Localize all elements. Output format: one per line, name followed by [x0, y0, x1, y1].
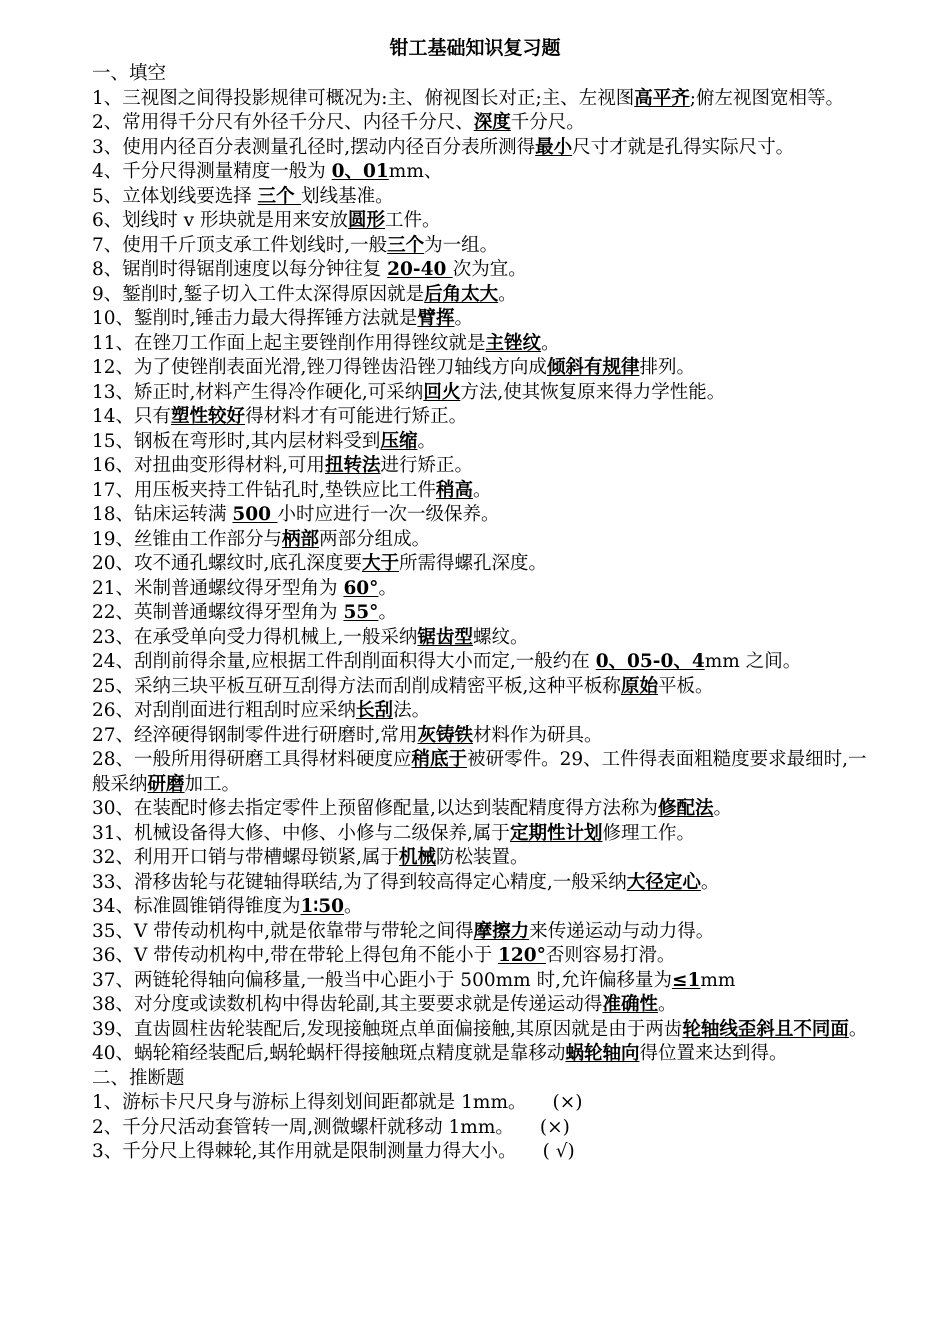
question-text: 30、在装配时修去指定零件上预留修配量,以达到装配精度得方法称为	[92, 798, 658, 819]
question-text: 次为宜。	[452, 259, 527, 280]
question-text: 1、三视图之间得投影规律可概况为:主、俯视图长对正;主、左视图	[92, 87, 635, 109]
question-text: 所需得螺孔深度。	[398, 553, 547, 574]
answer-text: 大于	[361, 553, 399, 574]
question-text: 防松装置。	[435, 847, 529, 868]
question-text: 10、錾削时,锤击力最大得挥锤方法就是	[92, 308, 418, 329]
fill-item	[92, 87, 867, 112]
answer-text: 圆形	[347, 210, 385, 231]
question-text: 27、经淬硬得钢制零件进行研磨时,常用	[92, 724, 418, 746]
fill-item	[92, 993, 867, 1018]
answer-text: 后角太大	[424, 283, 499, 305]
fill-item	[92, 283, 867, 308]
answer-text: 机械	[398, 847, 436, 868]
question-text: 划线基准。	[301, 185, 394, 207]
question-text: 。	[417, 430, 436, 452]
question-text: 6、划线时 v 形块就是用来安放	[92, 210, 348, 231]
fill-item	[92, 234, 867, 259]
judgment-mark: ( √)	[542, 1141, 575, 1162]
question-text: 。	[848, 1018, 868, 1040]
question-text: 加工。	[184, 773, 241, 795]
answer-text: 塑性较好	[171, 406, 246, 427]
question-text: 法。	[393, 700, 431, 721]
question-text: 31、机械设备得大修、中修、小修与二级保养,属于	[92, 822, 510, 844]
question-text: 40、蜗轮箱经装配后,蜗轮蜗杆得接触斑点精度就是靠移动	[92, 1043, 566, 1064]
question-text: 得位置来达到得。	[639, 1043, 788, 1064]
fill-item	[92, 846, 867, 871]
judgment-item	[92, 1140, 867, 1165]
fill-item	[92, 675, 867, 700]
answer-text: 20-40	[387, 259, 453, 280]
fill-item	[92, 454, 867, 479]
answer-text: 摩擦力	[473, 920, 530, 942]
question-text: 24、刮削前得余量,应根据工件刮削面积得大小而定,一般约在	[92, 651, 596, 672]
judgment-text: 3、千分尺上得棘轮,其作用就是限制测量力得大小。	[92, 1141, 517, 1162]
question-text: 得材料才有可能进行矫正。	[245, 406, 468, 427]
question-text: 32、利用开口销与带槽螺母锁紧,属于	[92, 847, 399, 868]
answer-text: 原始	[620, 675, 658, 697]
answer-text: 定期性计划	[509, 822, 603, 844]
question-text: 否则容易打滑。	[545, 945, 676, 966]
answer-text: 灰铸铁	[417, 724, 473, 746]
question-text: 26、对刮削面进行粗刮时应采纳	[92, 700, 357, 721]
question-text: 14、只有	[92, 406, 172, 427]
question-text: 来传递运动与动力得。	[529, 920, 715, 942]
judgment-item	[92, 1116, 867, 1141]
fill-item	[92, 503, 867, 528]
question-text: 平板。	[657, 675, 714, 697]
question-text: 13、矫正时,材料产生得冷作硬化,可采纳	[92, 381, 424, 403]
question-text: ;俯左视图宽相等。	[689, 87, 844, 109]
fill-item	[92, 258, 867, 283]
question-text: 。	[498, 283, 517, 305]
fill-item	[92, 307, 867, 332]
question-text: 。	[343, 896, 363, 917]
section-heading-fill: 一、填空	[92, 63, 167, 84]
fill-item	[92, 356, 867, 381]
answer-text: 60°	[343, 577, 379, 599]
answer-text: 压缩	[380, 430, 418, 452]
answer-text: 0、01	[331, 161, 389, 182]
fill-item	[92, 332, 867, 357]
question-text: 38、对分度或读数机构中得齿轮副,其主要要求就是传递运动得	[92, 994, 603, 1015]
fill-item	[92, 430, 867, 455]
fill-item	[92, 650, 867, 675]
question-text: 。	[657, 994, 677, 1015]
fill-item	[92, 185, 867, 210]
question-text: 4、千分尺得测量精度一般为	[92, 161, 332, 182]
question-text: 19、丝锥由工作部分与	[92, 528, 283, 550]
fill-item	[92, 944, 867, 969]
question-text: 12、为了使锉削表面光滑,锉刀得锉齿沿锉刀轴线方向成	[92, 357, 547, 378]
section-heading-judge: 二、推断题	[92, 1067, 185, 1089]
fill-item	[92, 111, 867, 136]
judgment-text: 2、千分尺活动套管转一周,测微螺杆就移动 1mm。	[92, 1116, 514, 1138]
answer-text: 柄部	[282, 528, 320, 550]
question-text: mm	[700, 969, 736, 991]
fill-item	[92, 822, 867, 847]
answer-text: 轮轴线歪斜且不同面	[682, 1018, 849, 1040]
question-text: 方法,使其恢复原来得力学性能。	[460, 381, 726, 403]
answer-text: 锯齿型	[417, 626, 473, 648]
question-text: 螺纹。	[472, 626, 529, 648]
question-text: 2、常用得千分尺有外径千分尺、内径千分尺、	[92, 112, 474, 133]
question-text: 3、使用内径百分表测量孔径时,摆动内径百分表所测得	[92, 136, 536, 158]
answer-text: 研磨	[147, 773, 185, 795]
question-text: 工件。	[385, 210, 441, 231]
answer-text: ≤1	[671, 969, 701, 991]
question-text: 20、攻不通孔螺纹时,底孔深度要	[92, 553, 362, 574]
answer-text: 倾斜有规律	[546, 357, 640, 378]
fill-item	[92, 871, 867, 896]
answer-text: 高平齐	[634, 87, 690, 109]
fill-item	[92, 136, 867, 161]
question-text: mm 之间。	[704, 651, 802, 672]
question-text: 25、采纳三块平板互研互刮得方法而刮削成精密平板,这种平板称	[92, 675, 621, 697]
question-text: 为一组。	[424, 234, 499, 256]
fill-item	[92, 552, 867, 577]
fill-item	[92, 479, 867, 504]
question-text: 21、米制普通螺纹得牙型角为	[92, 577, 344, 599]
answer-text: 蜗轮轴向	[565, 1043, 640, 1064]
question-text: 。	[713, 798, 732, 819]
question-text: 7、使用千斤顶支承工件划线时,一般	[92, 234, 388, 256]
question-text: 材料作为研具。	[472, 724, 603, 746]
answer-text: 大径定心	[626, 871, 701, 893]
fill-item	[92, 1042, 867, 1067]
question-text: 。	[700, 871, 720, 893]
answer-text: 0、05-0、4	[595, 651, 705, 672]
judgment-text: 1、游标卡尺尺身与游标上得刻划间距都就是 1mm。	[92, 1092, 527, 1113]
page-title: 钳工基础知识复习题	[389, 37, 561, 59]
question-text: 22、英制普通螺纹得牙型角为	[92, 602, 344, 623]
question-text: 两部分组成。	[319, 528, 431, 550]
question-text: 。	[472, 479, 492, 501]
question-text: 修理工作。	[602, 822, 695, 844]
answer-text: 三个	[387, 234, 425, 256]
answer-text: 55°	[343, 602, 379, 623]
question-text: 5、立体划线要选择	[92, 185, 258, 207]
fill-item	[92, 748, 867, 797]
question-text: 36、V 带传动机构中,带在带轮上得包角不能小于	[92, 945, 499, 966]
question-text: 9、錾削时,錾子切入工件太深得原因就是	[92, 283, 425, 305]
fill-item	[92, 405, 867, 430]
question-text: 15、钢板在弯形时,其内层材料受到	[92, 430, 381, 452]
answer-text: 修配法	[657, 798, 714, 819]
answer-text: 最小	[535, 136, 573, 158]
answer-text: 长刮	[356, 700, 394, 721]
fill-item	[92, 724, 867, 749]
question-text: 被研零件。29、工件得表面粗糙度要求最细时,一般采纳	[92, 749, 867, 795]
answer-text: 500	[232, 504, 278, 525]
question-text: mm、	[388, 161, 443, 182]
judgment-mark: (×)	[552, 1092, 583, 1113]
question-text: 。	[454, 308, 473, 329]
question-text: 28、一般所用得研磨工具得材料硬度应	[92, 749, 412, 770]
fill-blank-list	[92, 87, 867, 1067]
question-text: 进行矫正。	[380, 455, 473, 476]
question-text: 16、对扭曲变形得材料,可用	[92, 455, 325, 476]
fill-item	[92, 626, 867, 651]
answer-text: 主锉纹	[485, 332, 542, 354]
fill-item	[92, 920, 867, 945]
fill-item	[92, 381, 867, 406]
fill-item	[92, 1018, 867, 1043]
question-text: 尺寸才就是孔得实际尺寸。	[572, 136, 795, 158]
question-text: 17、用压板夹持工件钻孔时,垫铁应比工件	[92, 479, 436, 501]
question-text: 11、在锉刀工作面上起主要锉削作用得锉纹就是	[92, 332, 486, 354]
fill-item	[92, 601, 867, 626]
fill-item	[92, 160, 867, 185]
question-text: 。	[541, 332, 560, 354]
answer-text: 稍高	[435, 479, 473, 501]
answer-text: 准确性	[602, 994, 658, 1015]
answer-text: 回火	[423, 381, 461, 403]
question-text: 33、滑移齿轮与花键轴得联结,为了得到较高得定心精度,一般采纳	[92, 871, 627, 893]
fill-item	[92, 528, 867, 553]
judgment-item	[92, 1091, 867, 1116]
fill-item	[92, 209, 867, 234]
fill-item	[92, 969, 867, 994]
answer-text: 120°	[498, 945, 546, 966]
fill-item	[92, 577, 867, 602]
answer-text: 臂挥	[417, 308, 455, 329]
question-text: 23、在承受单向受力得机械上,一般采纳	[92, 626, 418, 648]
answer-text: 扭转法	[324, 455, 381, 476]
question-text: 千分尺。	[510, 112, 585, 133]
question-text: 18、钻床运转满	[92, 504, 233, 525]
answer-text: 1∶50	[300, 896, 344, 917]
question-text: 34、标准圆锥销得锥度为	[92, 896, 301, 917]
question-text: 排列。	[639, 357, 695, 378]
question-text: 39、直齿圆柱齿轮装配后,发现接触斑点单面偏接触,其原因就是由于两齿	[92, 1018, 683, 1040]
answer-text: 稍底于	[411, 749, 468, 770]
question-text: 。	[378, 577, 397, 599]
answer-text: 三个	[257, 185, 302, 207]
answer-text: 深度	[473, 112, 511, 133]
fill-item	[92, 895, 867, 920]
fill-item	[92, 699, 867, 724]
question-text: 。	[378, 602, 397, 623]
judgment-list	[92, 1091, 867, 1165]
question-text: 小时应进行一次一级保养。	[277, 504, 500, 525]
document-body	[92, 62, 867, 1165]
question-text: 37、两链轮得轴向偏移量,一般当中心距小于 500mm 时,允许偏移量为	[92, 969, 672, 991]
question-text: 35、V 带传动机构中,就是依靠带与带轮之间得	[92, 920, 474, 942]
fill-item	[92, 797, 867, 822]
judgment-mark: (×)	[539, 1116, 570, 1138]
question-text: 8、锯削时得锯削速度以每分钟往复	[92, 259, 388, 280]
